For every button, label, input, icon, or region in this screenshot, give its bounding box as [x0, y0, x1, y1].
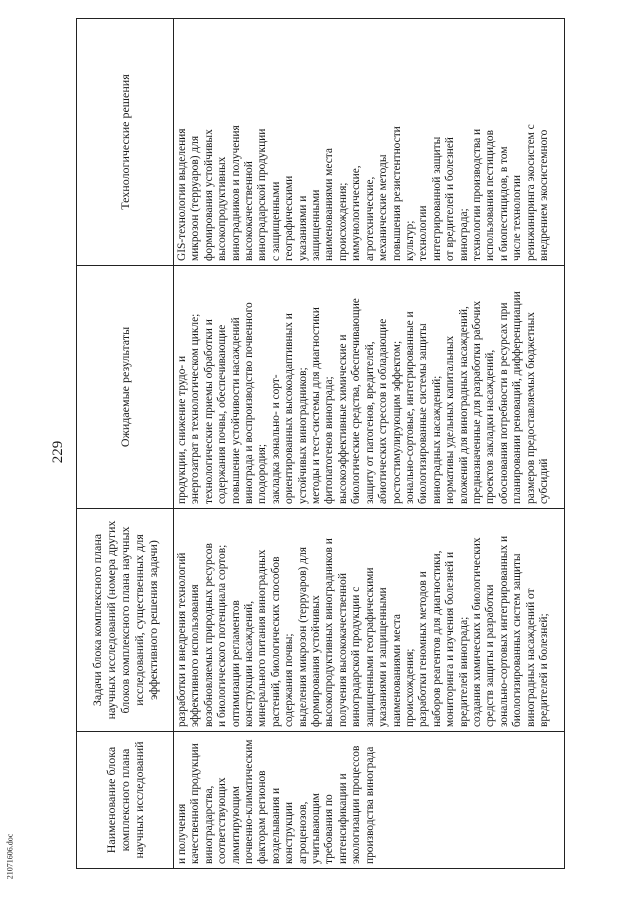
cell-text-line: виноградных насаждений;: [430, 375, 443, 504]
header-block-tasks: Задачи блока комплексного плана научных исследований (номера других блоков комплексного плана научных исследований, существенных для эффективного решения задачи): [77, 509, 174, 732]
cell-text-line: конструкции насаждений,: [243, 600, 256, 727]
cell-text-line: агроценозов,: [296, 801, 309, 864]
cell-text-line: биологизированные системы защиты: [417, 323, 430, 504]
cell-text-line: внедрением экосистемного: [537, 129, 550, 261]
header-block-name: Наименование блока комплексного плана научных исследований: [77, 732, 174, 869]
document-filename: 21071606.doc: [5, 833, 15, 880]
cell-text-line: защищенными географическими: [363, 567, 376, 727]
cell-text-line: происхождения;: [336, 182, 349, 261]
cell-text-line: высокоэффективные химические и: [336, 334, 349, 504]
cell-text-line: реинжиниринга экосистем с: [524, 124, 537, 261]
cell-technological-solutions: [174, 19, 565, 266]
cell-text-line: указаниями и защищенными: [377, 587, 390, 727]
cell-text-line: виноградников и получения: [229, 125, 242, 261]
cell-text-line: содержания почвы;: [283, 633, 296, 727]
cell-text-line: от вредителей и болезней: [444, 137, 457, 261]
cell-text-line: высококачественной: [243, 161, 256, 261]
cell-text-line: технологические приемы обработки и: [202, 319, 215, 504]
cell-text-line: защиту от патогенов, вредителей,: [363, 341, 376, 504]
cell-text-line: обоснования потребности в ресурсах при: [497, 302, 510, 504]
cell-text-line: наименованиями места: [323, 148, 336, 261]
cell-text-line: повышение устойчивости насаждений: [229, 317, 242, 504]
research-plan-table: [76, 18, 565, 869]
cell-text-line: методы и тест-системы для диагностики: [310, 307, 323, 504]
cell-text-line: биологизированных систем защиты: [511, 553, 524, 727]
cell-text-line: выделения микрозон (терруаров) для: [296, 547, 309, 727]
cell-block-name: [174, 732, 565, 869]
cell-text-line: формирования устойчивых: [310, 595, 323, 727]
cell-text-line: энергозатрат в технологическом цикле;: [189, 313, 202, 504]
cell-text-line: иммунологические,: [350, 165, 363, 261]
cell-text-line: растений, биологических способов: [269, 556, 282, 727]
cell-text-line: культур;: [403, 220, 416, 261]
cell-text-line: разработки и внедрения технологий: [176, 552, 188, 727]
cell-text-line: ростостимулирующим эффектом;: [390, 340, 403, 504]
cell-text-line: виноградарской продукции с: [350, 586, 363, 727]
table-row: [174, 19, 565, 869]
cell-text-line: мониторинга и изучения болезней и: [444, 551, 457, 727]
cell-block-tasks: [174, 509, 565, 732]
cell-text-line: указаниями и: [296, 195, 309, 261]
cell-text-line: интенсификации и: [336, 773, 349, 864]
cell-text-line: учитывающим: [310, 792, 323, 864]
cell-text-line: размеров предоставляемых бюджетных: [524, 312, 537, 504]
cell-text-line: средств защиты и разработки: [484, 584, 497, 727]
cell-text-line: возделывания и: [269, 787, 282, 864]
cell-text-line: защищенными: [310, 189, 323, 261]
cell-text-line: эффективного использования: [189, 584, 202, 727]
cell-text-line: числе технологии: [511, 175, 524, 261]
cell-text-line: интегрированной защиты: [430, 136, 443, 261]
cell-text-line: оптимизации регламентов: [229, 600, 242, 727]
cell-text-line: содержания почвы, обеспечивающие: [216, 324, 229, 504]
cell-text-line: предназначенные для разработки рабочих: [470, 300, 483, 504]
cell-text-line: и биопестицидов, в том: [497, 146, 510, 261]
cell-text-line: планировании реноваций, дифференциации: [511, 291, 524, 504]
cell-text-line: GIS-технологии выделения: [176, 128, 188, 261]
cell-text-line: закладка зонально- и сорт-: [269, 374, 282, 504]
cell-text-line: разработки геномных методов и: [417, 571, 430, 727]
cell-text-line: виноградарской продукции: [256, 128, 269, 261]
cell-text-line: ориентированных высокоадаптивных и: [283, 313, 296, 504]
cell-text-line: технологии производства и: [470, 128, 483, 261]
cell-text-line: повышения резистентности: [390, 126, 403, 261]
cell-text-line: плодородия;: [256, 444, 269, 504]
cell-text-line: с защищенными: [269, 181, 282, 261]
cell-text-line: наборов реагентов для диагностики,: [430, 550, 443, 727]
cell-text-line: требования по: [323, 794, 336, 864]
cell-text-line: получения высококачественной: [336, 573, 349, 727]
cell-text-line: лимитирующим: [229, 786, 242, 864]
cell-text-line: возобновляемых природных ресурсов: [202, 543, 215, 727]
cell-text-line: и биологического потенциала сортов;: [216, 544, 229, 727]
cell-text-line: наименованиями места: [390, 614, 403, 727]
cell-text-line: фитопатогенов винограда;: [323, 376, 336, 504]
cell-text-line: проектов закладки насаждений,: [484, 349, 497, 504]
cell-text-line: экологизации процессов: [350, 745, 363, 864]
cell-text-line: микрозон (терруаров) для: [189, 135, 202, 261]
cell-text-line: высокопродуктивных: [216, 156, 229, 261]
cell-text-line: зонально-сортовых интегрированных и: [497, 535, 510, 727]
cell-text-line: субсидий: [537, 458, 550, 504]
cell-text-line: виноградарства,: [202, 785, 215, 864]
cell-text-line: механические методы: [377, 154, 390, 261]
cell-text-line: виноградных насаждений от: [524, 588, 537, 727]
table-header-row: [77, 19, 174, 869]
cell-text-line: агротехнические,: [363, 176, 376, 261]
cell-text-line: нормативы удельных капитальных: [444, 335, 457, 504]
cell-text-line: винограда и воспроизводство почвенного: [243, 302, 256, 504]
cell-text-line: высокопродуктивных виноградников и: [323, 538, 336, 727]
cell-text-line: абиотических стрессов и обладающие: [377, 318, 390, 504]
cell-text-line: вредителей винограда;: [457, 616, 470, 727]
cell-text-line: качественной продукции: [189, 743, 202, 864]
cell-text-line: и получения: [176, 803, 188, 864]
cell-text-line: происхождения;: [403, 648, 416, 727]
cell-text-line: вложений для виноградных насаждений,: [457, 306, 470, 504]
cell-text-line: формирования устойчивых: [202, 129, 215, 261]
cell-text-line: производства винограда: [363, 746, 376, 864]
cell-text-line: факторам регионов: [256, 770, 269, 864]
cell-text-line: минерального питания виноградных: [256, 549, 269, 727]
cell-text-line: биологические средства, обеспечивающие: [350, 298, 363, 504]
cell-text-line: зонально-сортовые, интегрированные и: [403, 311, 416, 504]
rotated-table-sheet: [76, 19, 570, 869]
cell-expected-results: [174, 266, 565, 509]
header-expected-results: Ожидаемые результаты: [77, 266, 174, 509]
cell-text-line: вредителей и болезней;: [537, 613, 550, 727]
page-number: 229: [50, 440, 66, 464]
cell-text-line: географическими: [283, 175, 296, 261]
cell-text-line: винограда;: [457, 208, 470, 261]
cell-text-line: использования пестицидов: [484, 130, 497, 261]
cell-text-line: устойчивых виноградников;: [296, 367, 309, 504]
cell-text-line: соответствующих: [216, 777, 229, 864]
cell-text-line: почвенно-климатическим: [243, 739, 256, 864]
header-technological-solutions: Технологические решения: [77, 19, 174, 266]
cell-text-line: конструкции: [283, 802, 296, 864]
cell-text-line: создания химических и биологических: [470, 537, 483, 727]
cell-text-line: продукции, снижение трудо- и: [176, 355, 188, 504]
cell-text-line: технологии: [417, 205, 430, 261]
